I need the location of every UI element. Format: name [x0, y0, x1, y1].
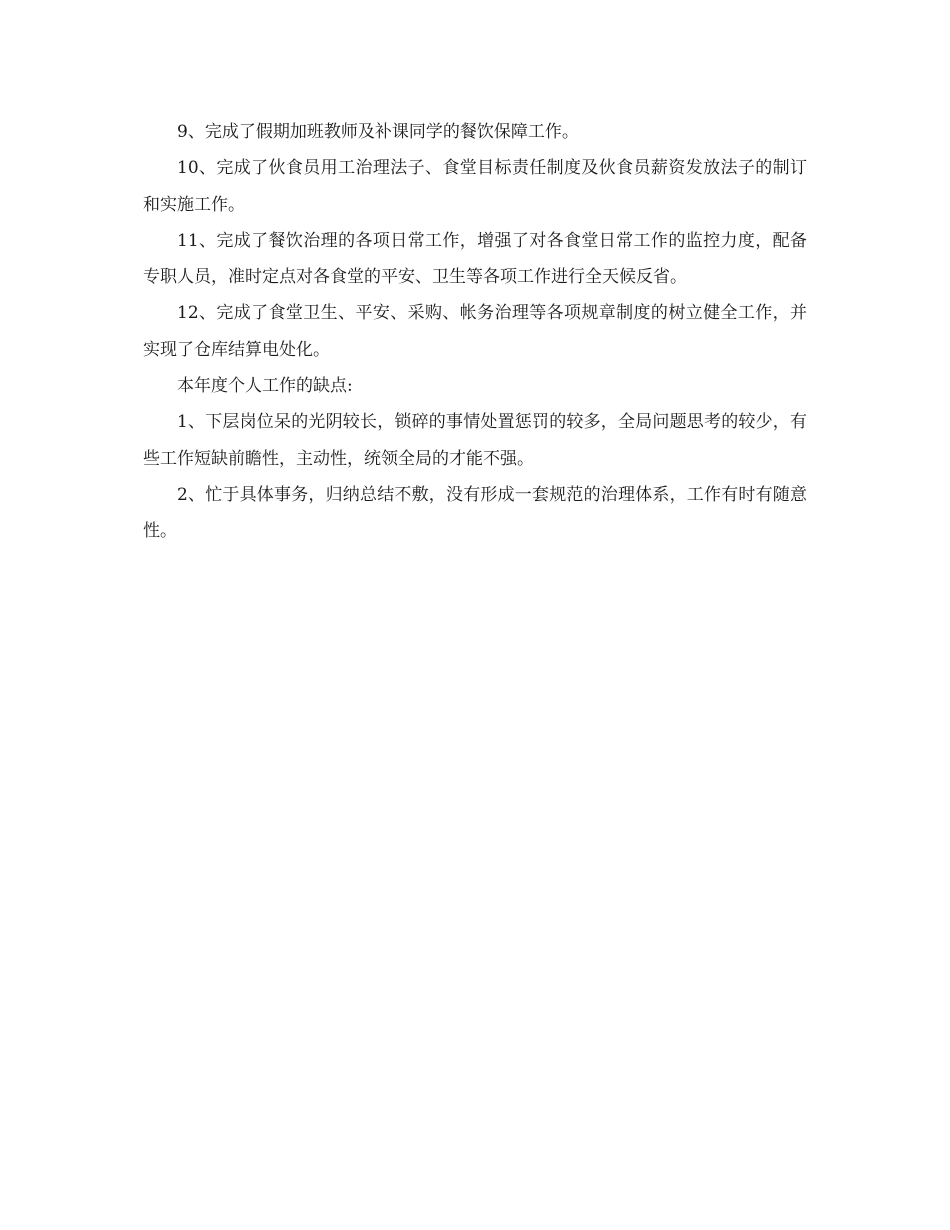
paragraph-item-11: 11、完成了餐饮治理的各项日常工作，增强了对各食堂日常工作的监控力度，配备专职人员，准时定点对各食堂的平安、卫生等各项工作进行全天候反省。	[143, 230, 807, 288]
document-body	[143, 114, 807, 550]
paragraph-item-12: 12、完成了食堂卫生、平安、采购、帐务治理等各项规章制度的树立健全工作，并实现了仓库结算电处化。	[143, 303, 807, 360]
shortcoming-item-2: 2、忙于具体事务，归纳总结不敷，没有形成一套规范的治理体系，工作有时有随意性。	[143, 484, 807, 542]
paragraph-item-9: 9、完成了假期加班教师及补课同学的餐饮保障工作。	[177, 122, 579, 142]
paragraph-item-10: 10、完成了伙食员用工治理法子、食堂目标责任制度及伙食员薪资发放法子的制订和实施工作。	[143, 158, 807, 215]
shortcoming-item-1: 1、下层岗位呆的光阴较长，锁碎的事情处置惩罚的较多，全局问题思考的较少，有些工作短缺前瞻性，主动性，统领全局的才能不强。	[143, 412, 807, 469]
section-heading-shortcomings: 本年度个人工作的缺点:	[177, 376, 353, 397]
